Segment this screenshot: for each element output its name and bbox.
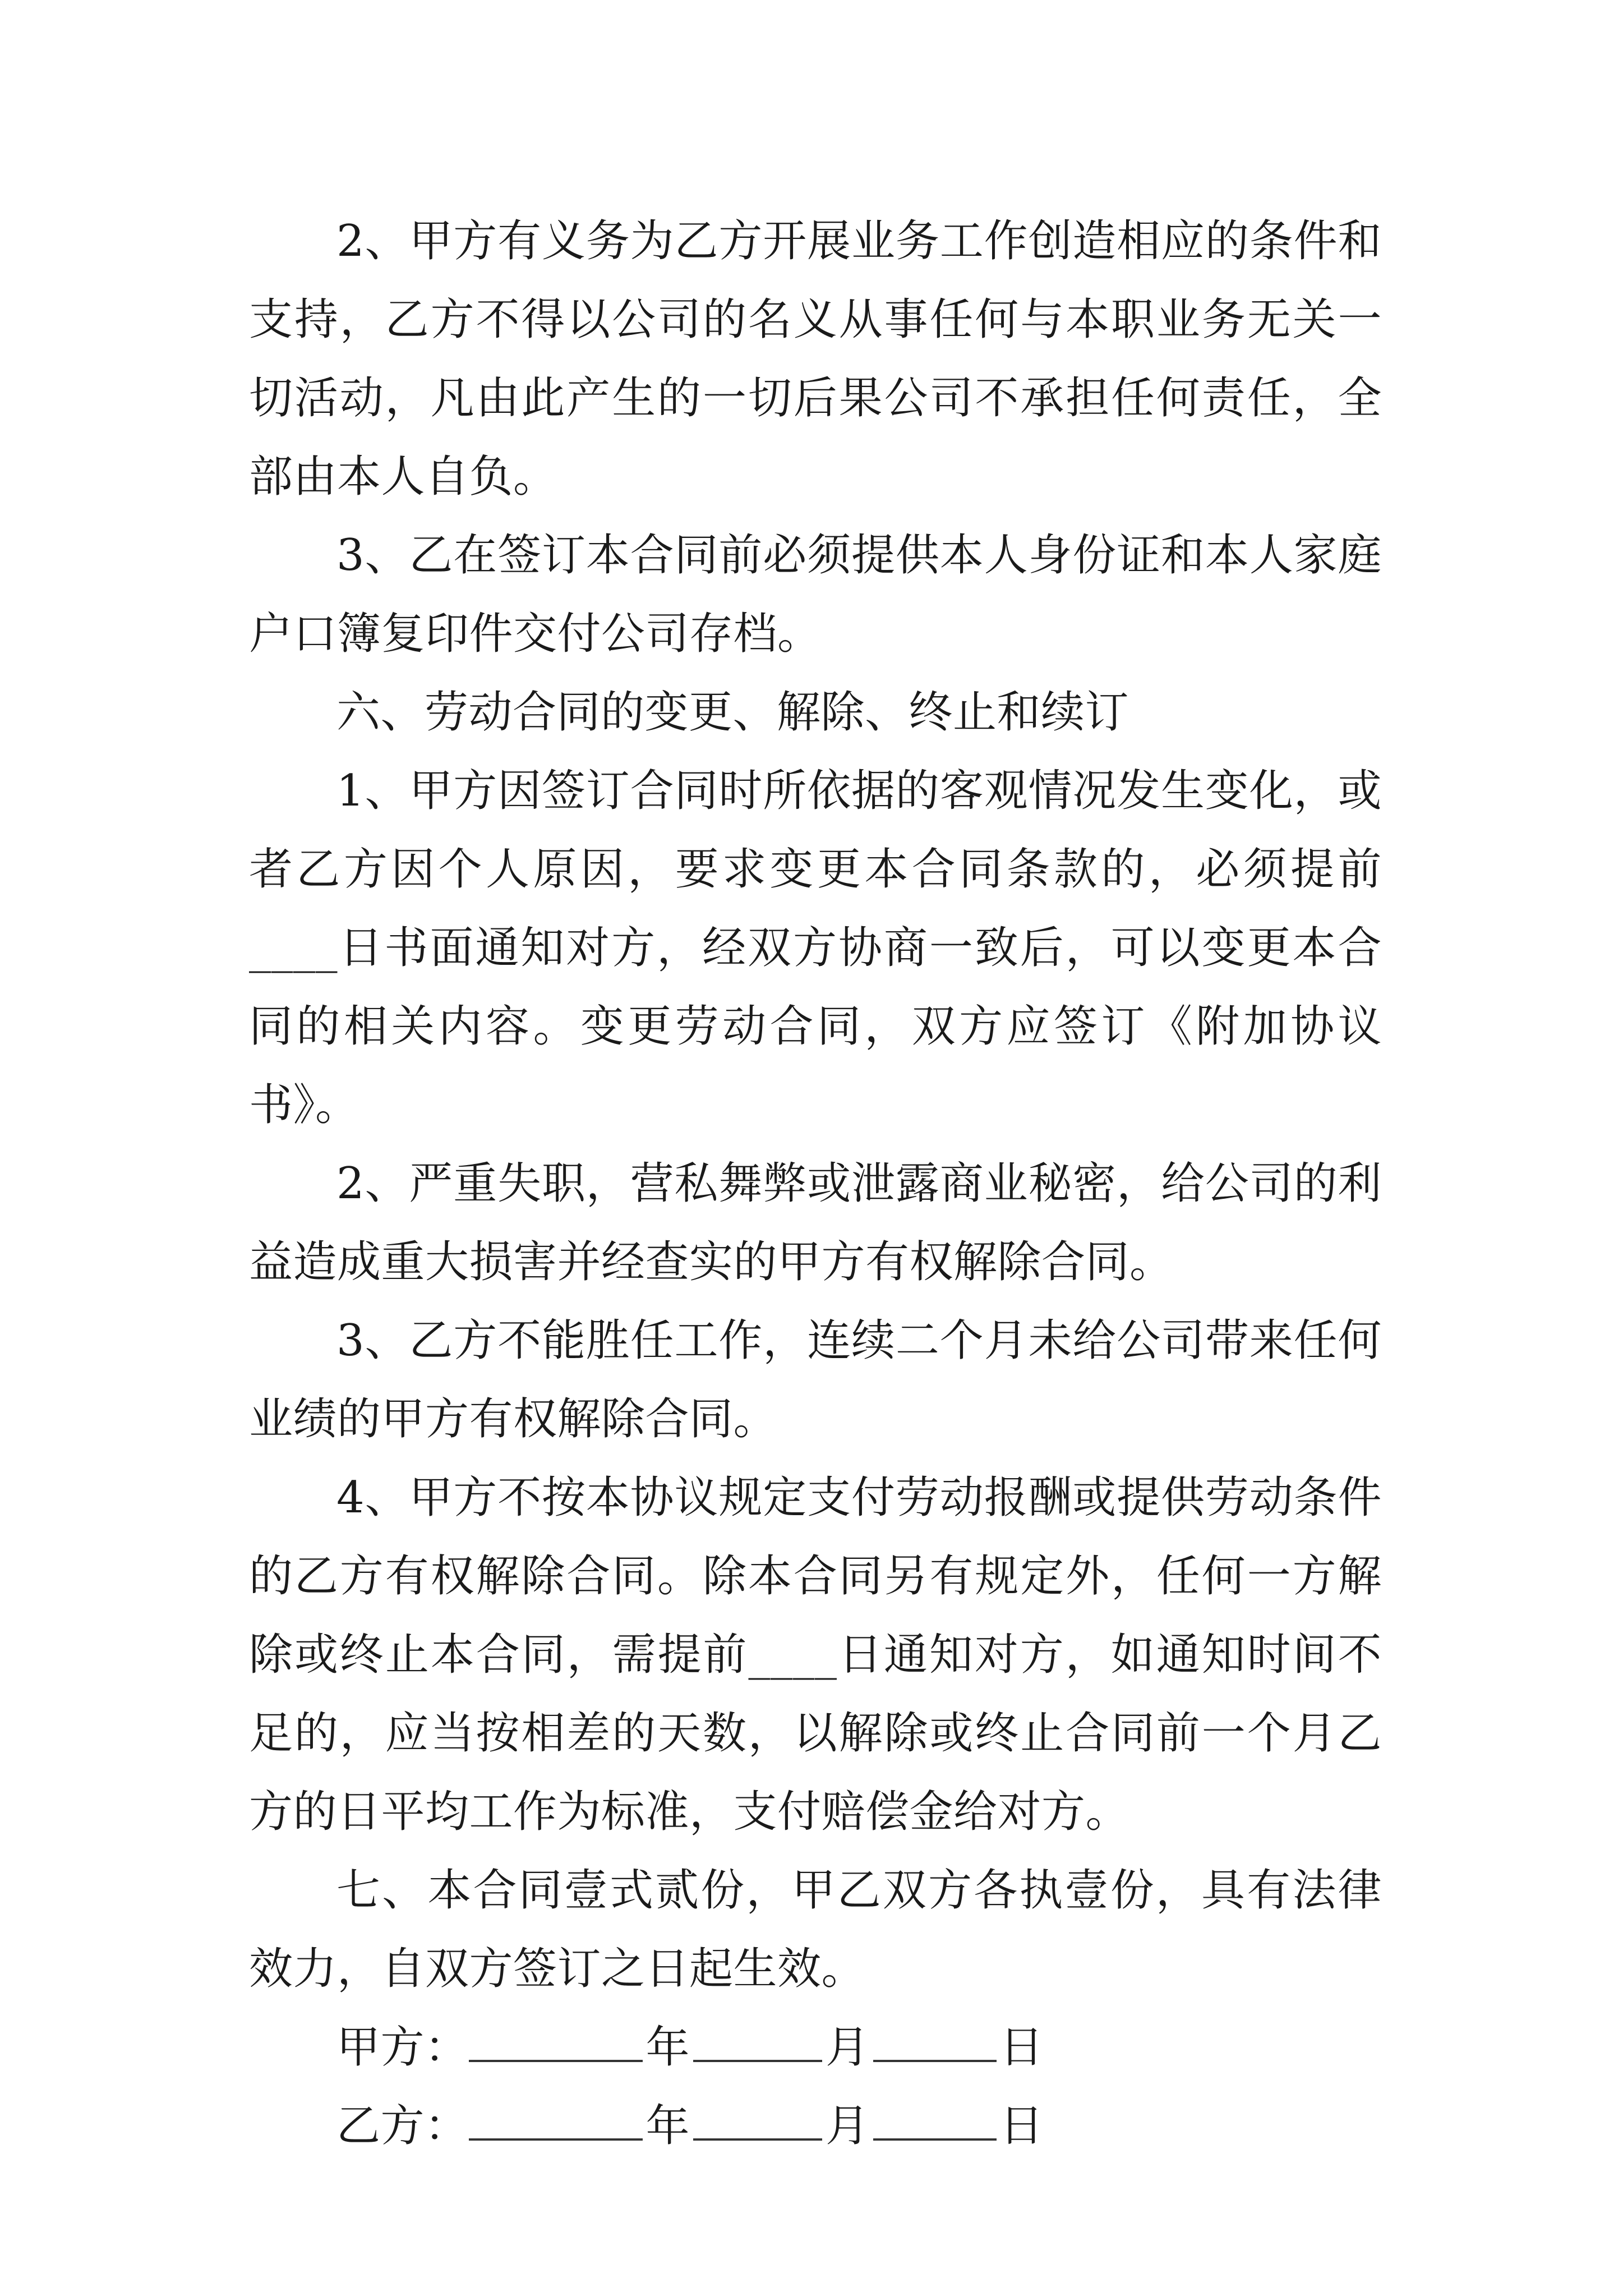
party-a-label: 甲方：	[336, 2022, 469, 2073]
contract-body	[249, 202, 1382, 2165]
month-label: 月	[826, 2022, 870, 2073]
year-label: 年	[645, 2101, 690, 2151]
clause-paragraph: 2、甲方有义务为乙方开展业务工作创造相应的条件和支持，乙方不得以公司的名义从事任何与本职业务无关一切活动，凡由此产生的一切后果公司不承担任何责任，全部由本人自负。	[249, 216, 1382, 502]
day-label: 日	[999, 2101, 1044, 2151]
signature-line-party-a	[249, 2008, 1382, 2087]
month-blank	[693, 2107, 822, 2141]
party-a-name-blank	[469, 2028, 643, 2062]
section-heading: 七、本合同壹式贰份，甲乙双方各执壹份，具有法律效力，自双方签订之日起生效。	[249, 1865, 1382, 1994]
section-heading: 六、劳动合同的变更、解除、终止和续订	[336, 687, 1129, 738]
clause-paragraph: 3、乙方不能胜任工作，连续二个月未给公司带来任何业绩的甲方有权解除合同。	[249, 1315, 1382, 1444]
signature-line-party-b	[249, 2087, 1382, 2165]
day-blank	[873, 2107, 997, 2141]
day-blank	[873, 2028, 997, 2062]
party-b-label: 乙方：	[336, 2101, 469, 2151]
month-label: 月	[826, 2101, 870, 2151]
clause-paragraph: 2、严重失职，营私舞弊或泄露商业秘密，给公司的利益造成重大损害并经查实的甲方有权解除合同。	[249, 1158, 1382, 1287]
party-b-name-blank	[469, 2107, 643, 2141]
clause-paragraph: 1、甲方因签订合同时所依据的客观情况发生变化，或者乙方因个人原因，要求变更本合同条款的，必须提前____日书面通知对方，经双方协商一致后，可以变更本合同的相关内容。变更劳动合同，双方应签订《附加协议书》。	[249, 766, 1382, 1130]
month-blank	[693, 2028, 822, 2062]
year-label: 年	[645, 2022, 690, 2073]
day-label: 日	[999, 2022, 1044, 2073]
clause-paragraph: 3、乙在签订本合同前必须提供本人身份证和本人家庭户口簿复印件交付公司存档。	[249, 530, 1382, 659]
clause-paragraph: 4、甲方不按本协议规定支付劳动报酬或提供劳动条件的乙方有权解除合同。除本合同另有规定外，任何一方解除或终止本合同，需提前____日通知对方，如通知时间不足的，应当按相差的天数，以解除或终止合同前一个月乙方的日平均工作为标准，支付赔偿金给对方。	[249, 1473, 1382, 1837]
